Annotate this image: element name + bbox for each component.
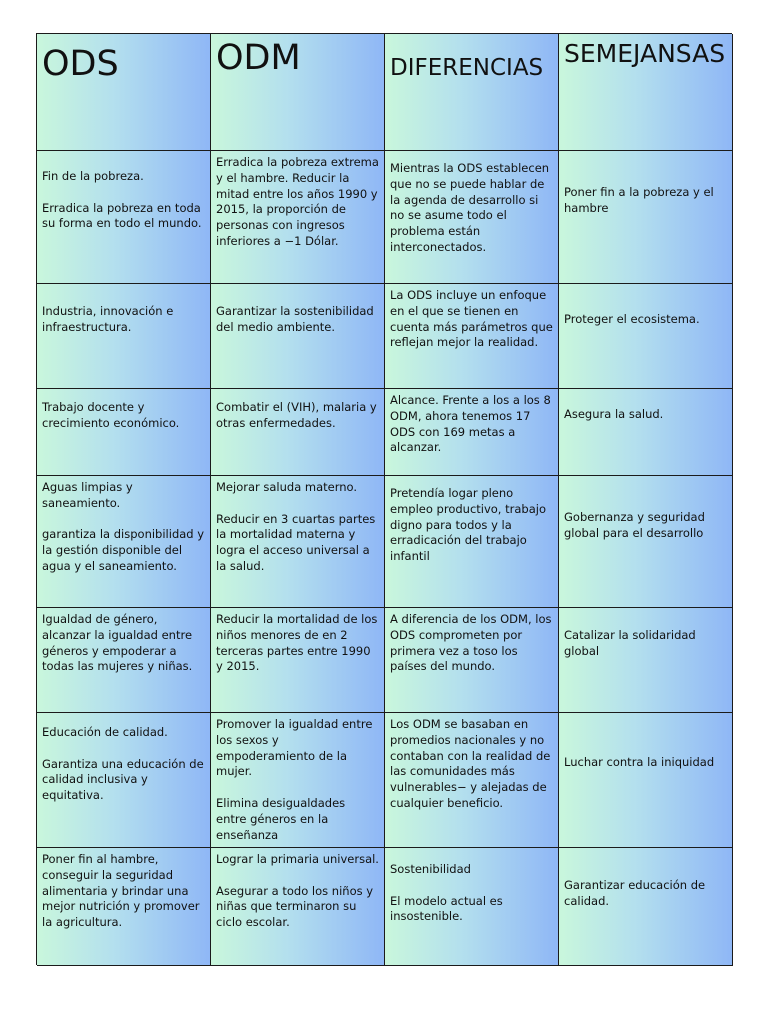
cell-text: Poner fin a la pobreza y el hambre <box>564 185 714 215</box>
table-cell <box>385 151 559 284</box>
cell-text: Fin de la pobreza. Erradica la pobreza en toda su forma en todo el mundo. <box>42 169 202 231</box>
header-cell-diferencias <box>385 34 559 151</box>
cell-text: Sostenibilidad El modelo actual es insostenible. <box>390 862 503 924</box>
header-semejansas: SEMEJANSAS <box>564 39 726 68</box>
table-cell <box>211 713 385 848</box>
table-cell <box>385 608 559 713</box>
cell-text: Poner fin al hambre, conseguir la seguridad alimentaria y brindar una mejor nutrición y promover la agricultura. <box>42 852 200 930</box>
cell-text: Lograr la primaria universal. Asegurar a todo los niños y niñas que terminaron su ciclo escolar. <box>216 852 379 930</box>
table-cell <box>559 848 733 966</box>
cell-text: Combatir el (VIH), malaria y otras enfermedades. <box>216 400 377 430</box>
cell-text: Pretendía logar pleno empleo productivo, trabajo digno para todos y la erradicación del trabajo infantil <box>390 486 546 564</box>
cell-text: Catalizar la solidaridad global <box>564 628 696 658</box>
header-cell-ods <box>37 34 211 151</box>
table-cell <box>385 284 559 389</box>
header-diferencias: DIFERENCIAS <box>390 55 544 81</box>
table-cell <box>211 389 385 476</box>
table-cell <box>211 284 385 389</box>
table-cell <box>559 151 733 284</box>
cell-text: Aguas limpias y saneamiento. garantiza la disponibilidad y la gestión disponible del agua y el saneamiento. <box>42 480 205 573</box>
cell-text: Garantizar educación de calidad. <box>564 878 706 908</box>
header-odm: ODM <box>216 38 301 78</box>
cell-text: Igualdad de género, alcanzar la igualdad entre géneros y empoderar a todas las mujeres y niñas. <box>42 612 193 674</box>
cell-text: A diferencia de los ODM, los ODS comprometen por primera vez a toso los países del mundo. <box>390 612 552 674</box>
comparison-table <box>36 33 732 965</box>
cell-text: Garantizar la sostenibilidad del medio ambiente. <box>216 304 374 334</box>
header-cell-odm <box>211 34 385 151</box>
cell-text: Asegura la salud. <box>564 407 664 421</box>
cell-text: Promover la igualdad entre los sexos y empoderamiento de la mujer. Elimina desigualdades entre géneros en la enseñanza <box>216 717 373 842</box>
cell-text: La ODS incluye un enfoque en el que se tienen en cuenta más parámetros que reflejan mejor la realidad. <box>390 288 553 350</box>
table-cell <box>211 608 385 713</box>
table-cell <box>37 713 211 848</box>
cell-text: Erradica la pobreza extrema y el hambre. Reducir la mitad entre los años 1990 y 2015, la proporción de personas con ingresos inferiores a −1 Dólar. <box>216 155 379 248</box>
table-cell <box>559 608 733 713</box>
table-cell <box>559 389 733 476</box>
table-cell <box>385 848 559 966</box>
table-cell <box>385 713 559 848</box>
table-cell <box>37 848 211 966</box>
table-cell <box>37 608 211 713</box>
cell-text: Gobernanza y seguridad global para el desarrollo <box>564 510 705 540</box>
table-cell <box>37 476 211 608</box>
cell-text: Los ODM se basaban en promedios nacionales y no contaban con la realidad de las comunidades más vulnerables− y alejadas de cualquier beneficio. <box>390 717 551 810</box>
table-cell <box>559 713 733 848</box>
cell-text: Educación de calidad. Garantiza una educación de calidad inclusiva y equitativa. <box>42 725 204 803</box>
cell-text: Trabajo docente y crecimiento económico. <box>42 400 180 430</box>
cell-text: Mientras la ODS establecen que no se puede hablar de la agenda de desarrollo si no se asume todo el problema están interconectados. <box>390 161 550 254</box>
table-cell <box>37 151 211 284</box>
cell-text: Luchar contra la iniquidad <box>564 755 715 769</box>
table-cell <box>559 284 733 389</box>
cell-text: Reducir la mortalidad de los niños menores de en 2 terceras partes entre 1990 y 2015. <box>216 612 378 674</box>
table-cell <box>37 284 211 389</box>
cell-text: Alcance. Frente a los a los 8 ODM, ahora tenemos 17 ODS con 169 metas a alcanzar. <box>390 393 551 455</box>
header-cell-semejansas <box>559 34 733 151</box>
cell-text: Mejorar saluda materno. Reducir en 3 cuartas partes la mortalidad materna y logra el acceso universal a la salud. <box>216 480 376 573</box>
header-ods: ODS <box>42 44 119 84</box>
table-cell <box>211 476 385 608</box>
table-cell <box>385 476 559 608</box>
table-cell <box>559 476 733 608</box>
table-cell <box>385 389 559 476</box>
table-cell <box>211 151 385 284</box>
cell-text: Industria, innovación e infraestructura. <box>42 304 174 334</box>
cell-text: Proteger el ecosistema. <box>564 312 700 326</box>
table-cell <box>37 389 211 476</box>
table-cell <box>211 848 385 966</box>
